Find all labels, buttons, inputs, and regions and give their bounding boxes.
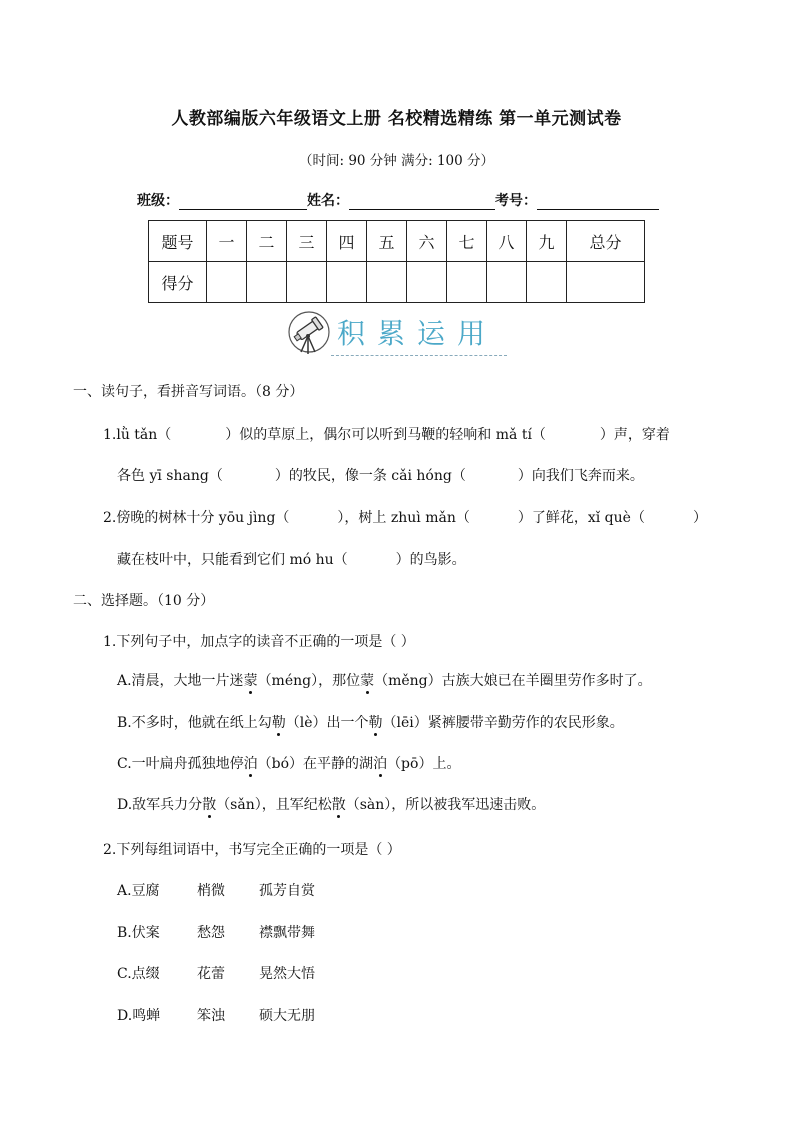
text-fragment: 2.傍晚的树林十分 yōu jìng（ (103, 510, 290, 526)
score-table-score-row (149, 262, 645, 303)
score-cell[interactable] (207, 262, 247, 303)
score-cell[interactable] (287, 262, 327, 303)
telescope-icon (287, 308, 331, 358)
score-cell[interactable] (367, 262, 407, 303)
section-2-header: 二 (247, 221, 287, 262)
option-letter-word1 (117, 963, 197, 983)
score-cell[interactable] (567, 262, 645, 303)
text-fragment: 藏在枝叶中，只能看到它们 mó hu（ (117, 552, 348, 568)
dotted-char: 泊 (243, 756, 258, 772)
dotted-char: 散 (331, 797, 346, 813)
option-letter-word1 (117, 922, 197, 942)
s1-q2-line2 (117, 549, 466, 569)
text-fragment: 各色 yī shang（ (117, 468, 223, 484)
s2-q2-option-c[interactable] (117, 963, 315, 983)
option-letter: D. (117, 1008, 133, 1024)
score-table-header-row (149, 221, 645, 262)
dotted-char: 蒙 (243, 673, 258, 689)
option-letter-word1 (117, 1005, 197, 1025)
text-fragment: （sǎn），且军纪松 (216, 797, 332, 813)
section-6-header: 六 (407, 221, 447, 262)
score-table (148, 220, 645, 303)
text-fragment: ）的鸟影。 (395, 552, 466, 568)
text-fragment: ）的牧民，像一条 cǎi hóng（ (274, 468, 466, 484)
text-fragment: （měng）古族大娘已在羊圈里劳作多时了。 (374, 673, 652, 689)
option-word: 襟飘带舞 (259, 925, 315, 941)
text-fragment: ）声，穿着 (599, 427, 670, 443)
dotted-char: 散 (202, 797, 217, 813)
s2-q2-option-d[interactable] (117, 1005, 315, 1025)
banner-underline (331, 355, 507, 356)
id-label: 考号： (495, 193, 537, 209)
text-fragment: ）了鲜花，xǐ què（ (517, 510, 645, 526)
option-word: 点缀 (131, 966, 160, 982)
option-letter: B. (117, 925, 132, 941)
dotted-char: 泊 (373, 756, 388, 772)
s1-q1-line2 (117, 465, 644, 485)
page-title: 人教部编版六年级语文上册 名校精选精练 第一单元测试卷 (171, 109, 622, 129)
section-8-header: 八 (487, 221, 527, 262)
option-word: 鸣蝉 (132, 1008, 161, 1024)
score-cell[interactable] (247, 262, 287, 303)
s2-q2-option-a[interactable] (117, 880, 315, 900)
option-letter: C. (117, 966, 132, 982)
text-fragment: （lēi）紧裤腰带辛勤劳作的农民形象。 (382, 715, 624, 731)
s2-q2-option-b[interactable] (117, 922, 315, 942)
score-cell[interactable] (527, 262, 567, 303)
section-1-header: 一 (207, 221, 247, 262)
text-fragment: ）似的草原上，偶尔可以听到马鞭的轻响和 mǎ tí（ (225, 427, 546, 443)
s2-q1-stem: 1.下列句子中，加点字的读音不正确的一项是（ ） (103, 634, 415, 650)
text-fragment: A.清晨，大地一片迷 (117, 673, 244, 689)
option-letter: A. (117, 883, 132, 899)
option-word: 硕大无朋 (259, 1008, 315, 1024)
section-9-header: 九 (527, 221, 567, 262)
option-letter-word1 (117, 880, 197, 900)
text-fragment: ），树上 zhuì mǎn（ (337, 510, 470, 526)
text-fragment: （sàn），所以被我军迅速击败。 (345, 797, 546, 813)
text-fragment: （lè）出一个 (285, 715, 369, 731)
dotted-char: 勒 (368, 715, 383, 731)
section-banner (287, 308, 509, 360)
s1-q2-line1 (103, 507, 707, 527)
option-word: 豆腐 (131, 883, 160, 899)
s2-q1-option-a[interactable] (117, 670, 652, 690)
name-blank[interactable] (349, 193, 495, 210)
class-label: 班级： (137, 193, 179, 209)
score-table-row2-label: 得分 (149, 262, 207, 303)
dotted-char: 勒 (271, 715, 286, 731)
text-fragment: ）向我们飞奔而来。 (517, 468, 644, 484)
total-header: 总分 (567, 221, 645, 262)
class-blank[interactable] (179, 193, 307, 210)
section1-heading: 一、读句子，看拼音写词语。（8 分） (73, 384, 304, 400)
score-cell[interactable] (487, 262, 527, 303)
name-label: 姓名： (307, 193, 349, 209)
section-3-header: 三 (287, 221, 327, 262)
s2-q1-option-b[interactable] (117, 712, 624, 732)
option-word: 愁怨 (197, 925, 225, 941)
score-table-row1-label: 题号 (149, 221, 207, 262)
text-fragment: （bó）在平静的湖 (257, 756, 374, 772)
option-word: 花蕾 (197, 966, 225, 982)
text-fragment: ） (692, 510, 707, 526)
option-word: 伏案 (131, 925, 160, 941)
score-cell[interactable] (407, 262, 447, 303)
banner-title: 积累运用 (337, 317, 498, 350)
score-cell[interactable] (447, 262, 487, 303)
text-fragment: B.不多时，他就在纸上勾 (117, 715, 272, 731)
text-fragment: D.敌军兵力分 (117, 797, 203, 813)
option-word: 笨浊 (197, 1008, 225, 1024)
section-5-header: 五 (367, 221, 407, 262)
option-word: 梢微 (197, 883, 225, 899)
score-cell[interactable] (327, 262, 367, 303)
s2-q1-option-d[interactable] (117, 794, 545, 814)
option-word: 晃然大悟 (259, 966, 315, 982)
text-fragment: （pō）上。 (387, 756, 461, 772)
s2-q2-stem: 2.下列每组词语中，书写完全正确的一项是（ ） (103, 842, 401, 858)
dotted-char: 蒙 (360, 673, 375, 689)
section-4-header: 四 (327, 221, 367, 262)
student-info-row (137, 190, 677, 210)
option-word: 孤芳自赏 (259, 883, 315, 899)
section-7-header: 七 (447, 221, 487, 262)
text-fragment: C.一叶扁舟孤独地停 (117, 756, 244, 772)
text-fragment: 1.lǜ tǎn（ (103, 427, 172, 443)
exam-time-score: （时间: 90 分钟 满分: 100 分） (299, 153, 494, 169)
s1-q1-line1 (103, 424, 670, 444)
text-fragment: （méng），那位 (257, 673, 361, 689)
id-blank[interactable] (537, 193, 659, 210)
s2-q1-option-c[interactable] (117, 753, 460, 773)
section2-heading: 二、选择题。（10 分） (73, 593, 215, 609)
